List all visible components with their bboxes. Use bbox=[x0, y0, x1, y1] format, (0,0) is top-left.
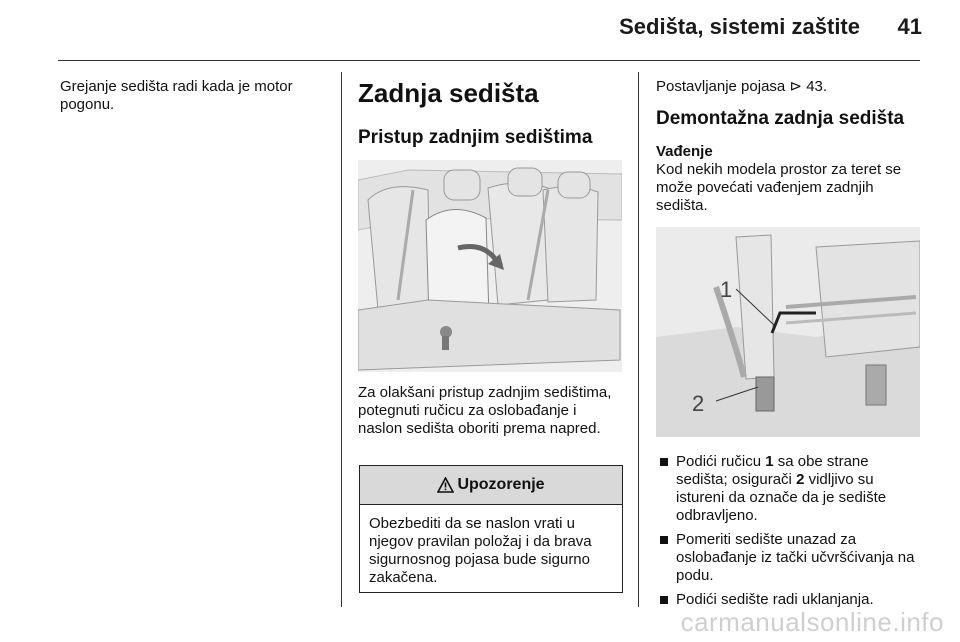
bullet-square-icon bbox=[660, 458, 668, 466]
column-2-lower bbox=[358, 384, 624, 438]
seatbelt-reference bbox=[656, 78, 922, 96]
watermark: carmanualsonline.info bbox=[680, 607, 944, 637]
column-divider-2 bbox=[638, 72, 639, 607]
warning-triangle-icon bbox=[437, 477, 454, 493]
column-2 bbox=[358, 78, 624, 150]
removal-paragraph: Kod nekih modela prostor za teret se može povećati vađenjem zadnjih sedišta. bbox=[656, 161, 902, 214]
figure-label-1: 1 bbox=[720, 277, 733, 302]
column-divider-1 bbox=[341, 72, 342, 607]
list-item: Podići ručicu 1 sa obe strane sedišta; osigurači 2 vidljivo su istureni da označe da je sedište odbravljeno. bbox=[660, 453, 924, 525]
bullet-square-icon bbox=[660, 596, 668, 604]
subsection-title-access: Pristup zadnjim sedištima bbox=[358, 127, 593, 148]
page-number: 41 bbox=[897, 14, 922, 39]
access-paragraph: Za olakšani pristup zadnjim sedištima, potegnuti ručicu za oslobađanje i naslon sedišta oboriti prema napred. bbox=[358, 384, 612, 437]
list-item: Pomeriti sedište unazad za oslobađanje iz tački učvršćivanja na podu. bbox=[660, 531, 924, 585]
reference-page: 43. bbox=[806, 78, 828, 95]
header-rule bbox=[58, 60, 920, 61]
column-3 bbox=[656, 78, 922, 215]
reference-text: Postavljanje pojasa bbox=[656, 78, 786, 95]
warning-header bbox=[360, 466, 622, 505]
warning-text: Obezbediti da se naslon vrati u njegov pravilan položaj i da brava sigurnosnog pojasa bude sigurno zakačena. bbox=[369, 515, 592, 586]
bullet-square-icon bbox=[660, 536, 668, 544]
warning-box bbox=[359, 465, 623, 593]
rear-seat-illustration bbox=[358, 160, 622, 372]
seat-lock-illustration bbox=[656, 227, 920, 437]
figure-label-2: 2 bbox=[692, 391, 705, 416]
removal-heading: Vađenje bbox=[656, 143, 713, 160]
subsection-title-removable: Demontažna zadnja sedišta bbox=[656, 108, 905, 129]
section-title: Zadnja sedišta bbox=[358, 78, 539, 108]
column-1 bbox=[60, 78, 328, 114]
removal-steps-list bbox=[660, 453, 924, 615]
reference-arrow-icon: ⊳ bbox=[789, 78, 803, 95]
list-item: Podići sedište radi uklanjanja. bbox=[660, 591, 924, 609]
warning-title: Upozorenje bbox=[457, 476, 545, 493]
col1-paragraph: Grejanje sedišta radi kada je motor pogonu. bbox=[60, 78, 293, 113]
page-header-title: Sedišta, sistemi zaštite bbox=[619, 14, 860, 39]
